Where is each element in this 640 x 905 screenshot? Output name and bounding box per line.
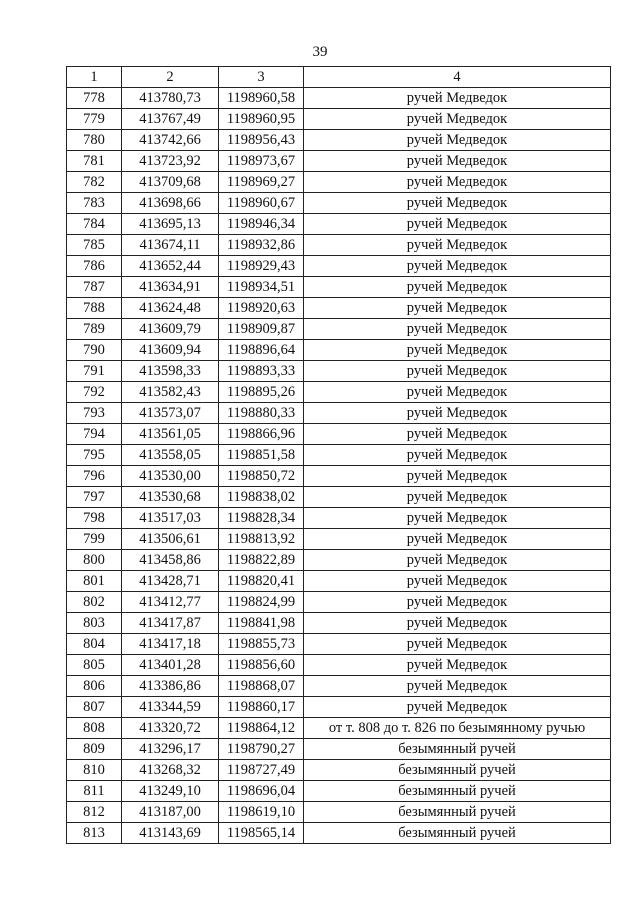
point-number-cell: 784 bbox=[67, 214, 122, 235]
x-coordinate-cell: 413320,72 bbox=[122, 718, 219, 739]
table-row bbox=[67, 655, 611, 676]
description-cell: ручей Медведок bbox=[304, 487, 611, 508]
coordinates-table bbox=[66, 66, 611, 844]
y-coordinate-cell: 1198856,60 bbox=[219, 655, 304, 676]
x-coordinate-cell: 413609,79 bbox=[122, 319, 219, 340]
x-coordinate-cell: 413417,18 bbox=[122, 634, 219, 655]
x-coordinate-cell: 413401,28 bbox=[122, 655, 219, 676]
x-coordinate-cell: 413573,07 bbox=[122, 403, 219, 424]
x-coordinate-cell: 413143,69 bbox=[122, 823, 219, 844]
description-cell: ручей Медведок bbox=[304, 571, 611, 592]
description-cell: безымянный ручей bbox=[304, 781, 611, 802]
point-number-cell: 799 bbox=[67, 529, 122, 550]
x-coordinate-cell: 413695,13 bbox=[122, 214, 219, 235]
description-cell: ручей Медведок bbox=[304, 109, 611, 130]
table-row bbox=[67, 802, 611, 823]
point-number-cell: 780 bbox=[67, 130, 122, 151]
table-row bbox=[67, 676, 611, 697]
description-cell: безымянный ручей bbox=[304, 823, 611, 844]
table-row bbox=[67, 445, 611, 466]
table-body bbox=[67, 88, 611, 844]
point-number-cell: 781 bbox=[67, 151, 122, 172]
description-cell: ручей Медведок bbox=[304, 319, 611, 340]
description-cell: ручей Медведок bbox=[304, 340, 611, 361]
x-coordinate-cell: 413458,86 bbox=[122, 550, 219, 571]
point-number-cell: 787 bbox=[67, 277, 122, 298]
table-row bbox=[67, 550, 611, 571]
table-row bbox=[67, 88, 611, 109]
point-number-cell: 806 bbox=[67, 676, 122, 697]
point-number-cell: 803 bbox=[67, 613, 122, 634]
x-coordinate-cell: 413428,71 bbox=[122, 571, 219, 592]
table-row bbox=[67, 298, 611, 319]
point-number-cell: 782 bbox=[67, 172, 122, 193]
x-coordinate-cell: 413767,49 bbox=[122, 109, 219, 130]
column-header-3: 3 bbox=[219, 67, 304, 88]
x-coordinate-cell: 413558,05 bbox=[122, 445, 219, 466]
table-row bbox=[67, 613, 611, 634]
point-number-cell: 813 bbox=[67, 823, 122, 844]
x-coordinate-cell: 413517,03 bbox=[122, 508, 219, 529]
description-cell: ручей Медведок bbox=[304, 277, 611, 298]
description-cell: ручей Медведок bbox=[304, 382, 611, 403]
point-number-cell: 805 bbox=[67, 655, 122, 676]
x-coordinate-cell: 413609,94 bbox=[122, 340, 219, 361]
point-number-cell: 792 bbox=[67, 382, 122, 403]
table-row bbox=[67, 466, 611, 487]
description-cell: ручей Медведок bbox=[304, 88, 611, 109]
y-coordinate-cell: 1198960,95 bbox=[219, 109, 304, 130]
table-row bbox=[67, 151, 611, 172]
point-number-cell: 783 bbox=[67, 193, 122, 214]
y-coordinate-cell: 1198960,67 bbox=[219, 193, 304, 214]
y-coordinate-cell: 1198934,51 bbox=[219, 277, 304, 298]
description-cell: ручей Медведок bbox=[304, 697, 611, 718]
point-number-cell: 788 bbox=[67, 298, 122, 319]
y-coordinate-cell: 1198895,26 bbox=[219, 382, 304, 403]
y-coordinate-cell: 1198896,64 bbox=[219, 340, 304, 361]
point-number-cell: 801 bbox=[67, 571, 122, 592]
table-row bbox=[67, 361, 611, 382]
column-header-4: 4 bbox=[304, 67, 611, 88]
point-number-cell: 791 bbox=[67, 361, 122, 382]
y-coordinate-cell: 1198828,34 bbox=[219, 508, 304, 529]
x-coordinate-cell: 413417,87 bbox=[122, 613, 219, 634]
y-coordinate-cell: 1198909,87 bbox=[219, 319, 304, 340]
description-cell: ручей Медведок bbox=[304, 214, 611, 235]
y-coordinate-cell: 1198822,89 bbox=[219, 550, 304, 571]
y-coordinate-cell: 1198932,86 bbox=[219, 235, 304, 256]
x-coordinate-cell: 413530,00 bbox=[122, 466, 219, 487]
y-coordinate-cell: 1198956,43 bbox=[219, 130, 304, 151]
x-coordinate-cell: 413634,91 bbox=[122, 277, 219, 298]
x-coordinate-cell: 413674,11 bbox=[122, 235, 219, 256]
table-row bbox=[67, 424, 611, 445]
table-row bbox=[67, 739, 611, 760]
point-number-cell: 778 bbox=[67, 88, 122, 109]
x-coordinate-cell: 413652,44 bbox=[122, 256, 219, 277]
point-number-cell: 789 bbox=[67, 319, 122, 340]
y-coordinate-cell: 1198893,33 bbox=[219, 361, 304, 382]
description-cell: ручей Медведок bbox=[304, 298, 611, 319]
description-cell: безымянный ручей bbox=[304, 739, 611, 760]
table-row bbox=[67, 277, 611, 298]
column-header-2: 2 bbox=[122, 67, 219, 88]
column-header-1: 1 bbox=[67, 67, 122, 88]
y-coordinate-cell: 1198866,96 bbox=[219, 424, 304, 445]
table-row bbox=[67, 109, 611, 130]
description-cell: ручей Медведок bbox=[304, 655, 611, 676]
y-coordinate-cell: 1198973,67 bbox=[219, 151, 304, 172]
page-number: 39 bbox=[312, 44, 328, 60]
point-number-cell: 807 bbox=[67, 697, 122, 718]
y-coordinate-cell: 1198851,58 bbox=[219, 445, 304, 466]
point-number-cell: 800 bbox=[67, 550, 122, 571]
table-row bbox=[67, 193, 611, 214]
table-row bbox=[67, 214, 611, 235]
y-coordinate-cell: 1198565,14 bbox=[219, 823, 304, 844]
table-row bbox=[67, 760, 611, 781]
x-coordinate-cell: 413187,00 bbox=[122, 802, 219, 823]
y-coordinate-cell: 1198864,12 bbox=[219, 718, 304, 739]
description-cell: ручей Медведок bbox=[304, 172, 611, 193]
table-row bbox=[67, 571, 611, 592]
point-number-cell: 809 bbox=[67, 739, 122, 760]
y-coordinate-cell: 1198960,58 bbox=[219, 88, 304, 109]
x-coordinate-cell: 413709,68 bbox=[122, 172, 219, 193]
table-row bbox=[67, 403, 611, 424]
x-coordinate-cell: 413386,86 bbox=[122, 676, 219, 697]
point-number-cell: 779 bbox=[67, 109, 122, 130]
point-number-cell: 790 bbox=[67, 340, 122, 361]
point-number-cell: 802 bbox=[67, 592, 122, 613]
y-coordinate-cell: 1198824,99 bbox=[219, 592, 304, 613]
table-row bbox=[67, 781, 611, 802]
x-coordinate-cell: 413624,48 bbox=[122, 298, 219, 319]
x-coordinate-cell: 413506,61 bbox=[122, 529, 219, 550]
point-number-cell: 793 bbox=[67, 403, 122, 424]
description-cell: ручей Медведок bbox=[304, 235, 611, 256]
table-row bbox=[67, 172, 611, 193]
y-coordinate-cell: 1198820,41 bbox=[219, 571, 304, 592]
table-row bbox=[67, 592, 611, 613]
y-coordinate-cell: 1198880,33 bbox=[219, 403, 304, 424]
description-cell: ручей Медведок bbox=[304, 193, 611, 214]
table-row bbox=[67, 508, 611, 529]
y-coordinate-cell: 1198860,17 bbox=[219, 697, 304, 718]
point-number-cell: 797 bbox=[67, 487, 122, 508]
description-cell: ручей Медведок bbox=[304, 550, 611, 571]
table-row bbox=[67, 487, 611, 508]
table-row bbox=[67, 235, 611, 256]
description-cell: ручей Медведок bbox=[304, 403, 611, 424]
description-cell: ручей Медведок bbox=[304, 613, 611, 634]
table-row bbox=[67, 382, 611, 403]
table-row bbox=[67, 256, 611, 277]
point-number-cell: 804 bbox=[67, 634, 122, 655]
point-number-cell: 812 bbox=[67, 802, 122, 823]
table-row bbox=[67, 130, 611, 151]
point-number-cell: 810 bbox=[67, 760, 122, 781]
y-coordinate-cell: 1198790,27 bbox=[219, 739, 304, 760]
y-coordinate-cell: 1198850,72 bbox=[219, 466, 304, 487]
y-coordinate-cell: 1198868,07 bbox=[219, 676, 304, 697]
description-cell: ручей Медведок bbox=[304, 592, 611, 613]
description-cell: ручей Медведок bbox=[304, 676, 611, 697]
x-coordinate-cell: 413412,77 bbox=[122, 592, 219, 613]
description-cell: ручей Медведок bbox=[304, 508, 611, 529]
y-coordinate-cell: 1198929,43 bbox=[219, 256, 304, 277]
point-number-cell: 811 bbox=[67, 781, 122, 802]
table-row bbox=[67, 823, 611, 844]
x-coordinate-cell: 413780,73 bbox=[122, 88, 219, 109]
y-coordinate-cell: 1198855,73 bbox=[219, 634, 304, 655]
description-cell: ручей Медведок bbox=[304, 445, 611, 466]
description-cell: безымянный ручей bbox=[304, 802, 611, 823]
x-coordinate-cell: 413344,59 bbox=[122, 697, 219, 718]
description-cell: безымянный ручей bbox=[304, 760, 611, 781]
y-coordinate-cell: 1198838,02 bbox=[219, 487, 304, 508]
x-coordinate-cell: 413742,66 bbox=[122, 130, 219, 151]
y-coordinate-cell: 1198920,63 bbox=[219, 298, 304, 319]
table-row bbox=[67, 340, 611, 361]
description-cell: ручей Медведок bbox=[304, 424, 611, 445]
point-number-cell: 785 bbox=[67, 235, 122, 256]
description-cell: ручей Медведок bbox=[304, 466, 611, 487]
description-cell: ручей Медведок bbox=[304, 634, 611, 655]
description-cell: ручей Медведок bbox=[304, 529, 611, 550]
x-coordinate-cell: 413561,05 bbox=[122, 424, 219, 445]
description-cell: ручей Медведок bbox=[304, 361, 611, 382]
table-row bbox=[67, 697, 611, 718]
point-number-cell: 808 bbox=[67, 718, 122, 739]
y-coordinate-cell: 1198813,92 bbox=[219, 529, 304, 550]
point-number-cell: 796 bbox=[67, 466, 122, 487]
table-row bbox=[67, 319, 611, 340]
y-coordinate-cell: 1198619,10 bbox=[219, 802, 304, 823]
description-cell: ручей Медведок bbox=[304, 256, 611, 277]
table-row bbox=[67, 718, 611, 739]
y-coordinate-cell: 1198969,27 bbox=[219, 172, 304, 193]
y-coordinate-cell: 1198946,34 bbox=[219, 214, 304, 235]
x-coordinate-cell: 413698,66 bbox=[122, 193, 219, 214]
x-coordinate-cell: 413249,10 bbox=[122, 781, 219, 802]
point-number-cell: 786 bbox=[67, 256, 122, 277]
x-coordinate-cell: 413723,92 bbox=[122, 151, 219, 172]
y-coordinate-cell: 1198727,49 bbox=[219, 760, 304, 781]
x-coordinate-cell: 413268,32 bbox=[122, 760, 219, 781]
x-coordinate-cell: 413530,68 bbox=[122, 487, 219, 508]
x-coordinate-cell: 413296,17 bbox=[122, 739, 219, 760]
x-coordinate-cell: 413598,33 bbox=[122, 361, 219, 382]
y-coordinate-cell: 1198696,04 bbox=[219, 781, 304, 802]
table-header-row bbox=[67, 67, 611, 88]
description-cell: ручей Медведок bbox=[304, 151, 611, 172]
point-number-cell: 798 bbox=[67, 508, 122, 529]
y-coordinate-cell: 1198841,98 bbox=[219, 613, 304, 634]
point-number-cell: 794 bbox=[67, 424, 122, 445]
table-row bbox=[67, 529, 611, 550]
table-row bbox=[67, 634, 611, 655]
description-cell: ручей Медведок bbox=[304, 130, 611, 151]
point-number-cell: 795 bbox=[67, 445, 122, 466]
x-coordinate-cell: 413582,43 bbox=[122, 382, 219, 403]
description-cell: от т. 808 до т. 826 по безымянному ручью bbox=[304, 718, 611, 739]
